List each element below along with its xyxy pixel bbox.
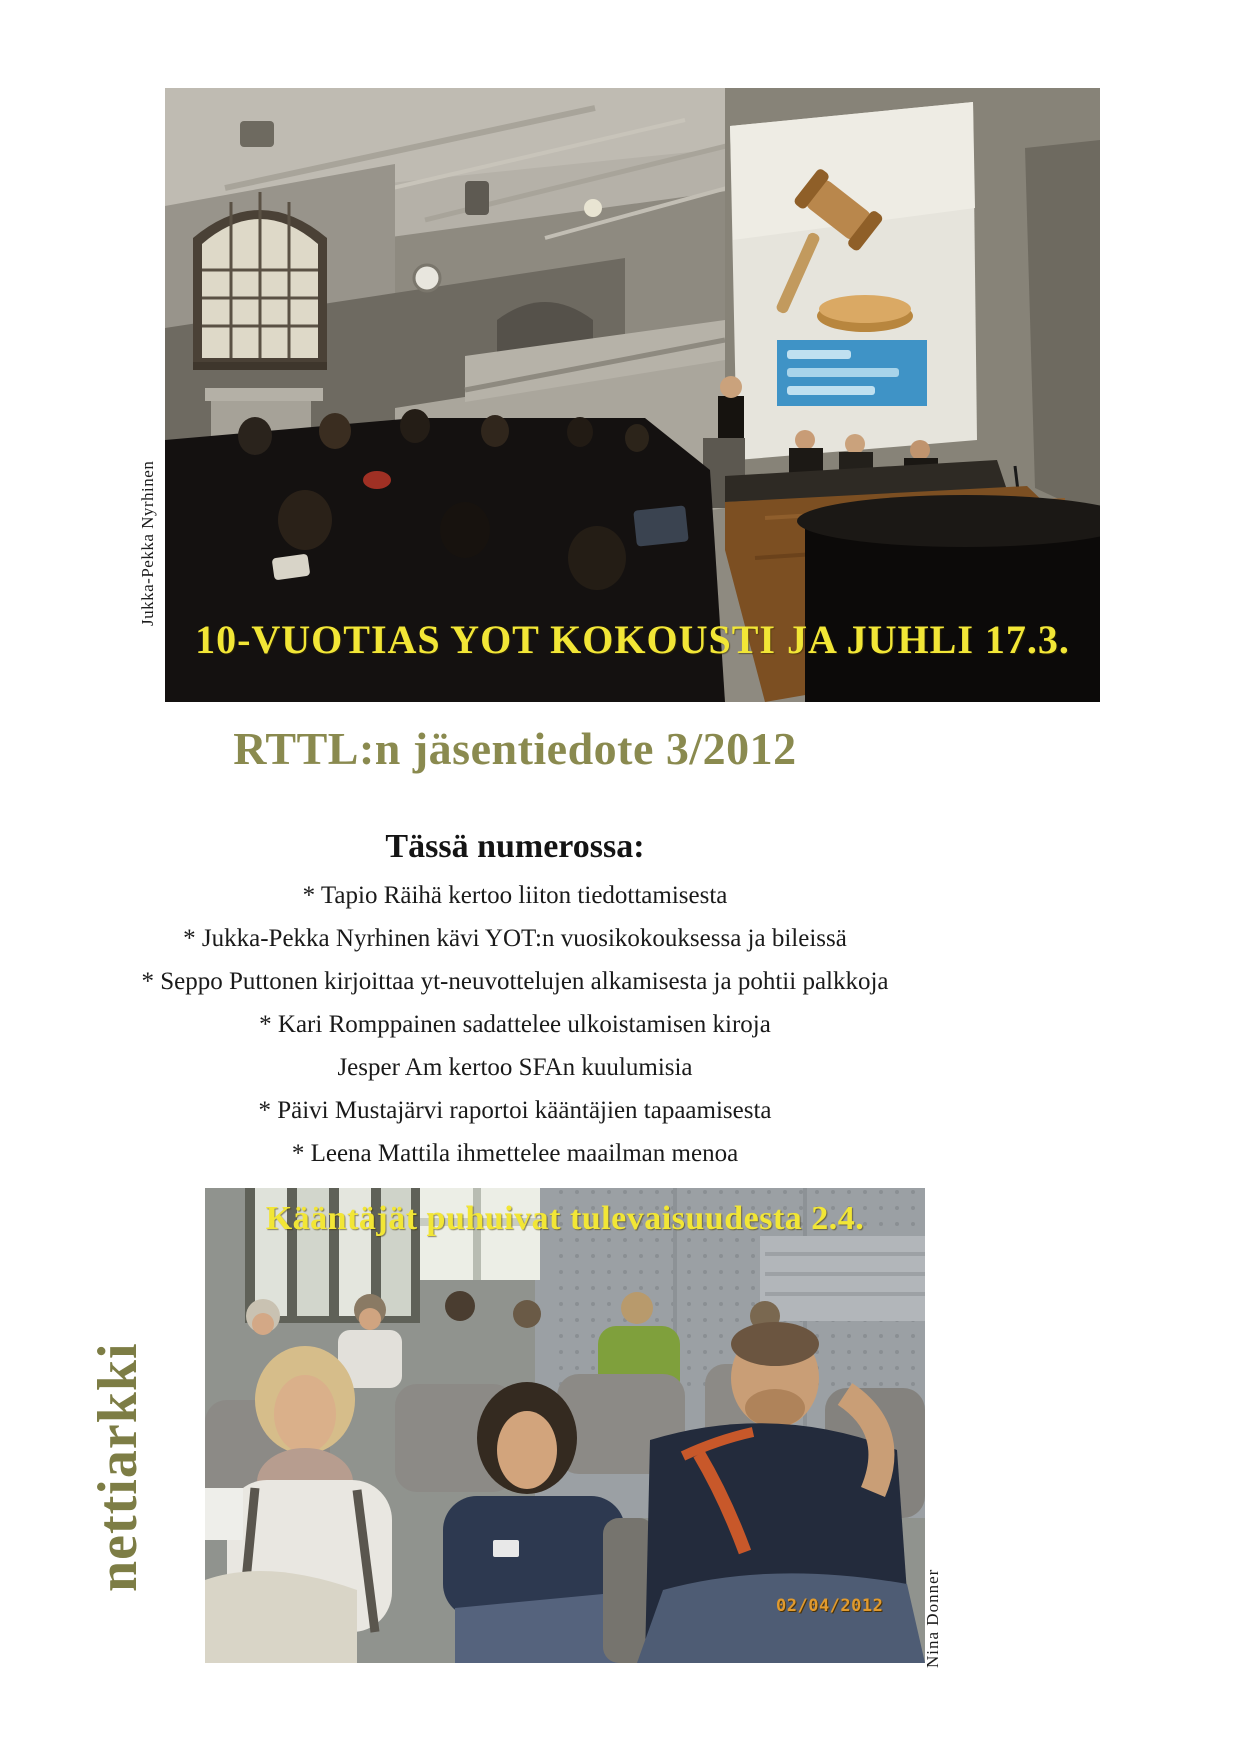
audience-photo-illustration bbox=[205, 1188, 925, 1663]
date-stamp: 02/04/2012 bbox=[776, 1596, 884, 1616]
bottom-photo-caption: Kääntäjät puhuivat tulevaisuudesta 2.4. bbox=[265, 1200, 865, 1237]
projection-screen-illustration bbox=[730, 102, 977, 460]
contents-item: * Tapio Räihä kertoo liiton tiedottamisesta bbox=[302, 882, 728, 909]
contents-item: * Seppo Puttonen kirjoittaa yt-neuvottelujen alkamisesta ja pohtii palkkoja bbox=[141, 968, 889, 995]
contents-item: * Kari Romppainen sadattelee ulkoistamisen kiroja bbox=[259, 1011, 771, 1038]
auditorium-photo-illustration bbox=[165, 88, 1100, 702]
wall-clock-illustration bbox=[414, 265, 440, 291]
bottom-photo bbox=[205, 1188, 925, 1663]
contents-item: * Leena Mattila ihmettelee maailman menoa bbox=[291, 1140, 739, 1167]
piano-illustration bbox=[797, 495, 1100, 702]
contents-item: Jesper Am kertoo SFAn kuulumisia bbox=[337, 1054, 693, 1081]
top-photo-caption: 10-VUOTIAS YOT KOKOUSTI JA JUHLI 17.3. bbox=[195, 617, 1070, 662]
page-title: RTTL:n jäsentiedote 3/2012 bbox=[233, 723, 797, 774]
section-heading: Tässä numerossa: bbox=[385, 828, 645, 865]
contents-item: * Päivi Mustajärvi raportoi kääntäjien tapaamisesta bbox=[258, 1097, 772, 1124]
contents-list bbox=[0, 874, 1030, 1175]
contents-item: * Jukka-Pekka Nyrhinen kävi YOT:n vuosikokouksessa ja bileissä bbox=[183, 925, 847, 952]
radiator-illustration bbox=[760, 1236, 925, 1321]
top-photo-credit: Jukka-Pekka Nyrhinen bbox=[138, 460, 157, 626]
sidebar-vertical-text: nettiarkki bbox=[87, 1342, 149, 1592]
bottom-photo-credit: Nina Donner bbox=[923, 1568, 942, 1668]
top-photo bbox=[165, 88, 1100, 702]
